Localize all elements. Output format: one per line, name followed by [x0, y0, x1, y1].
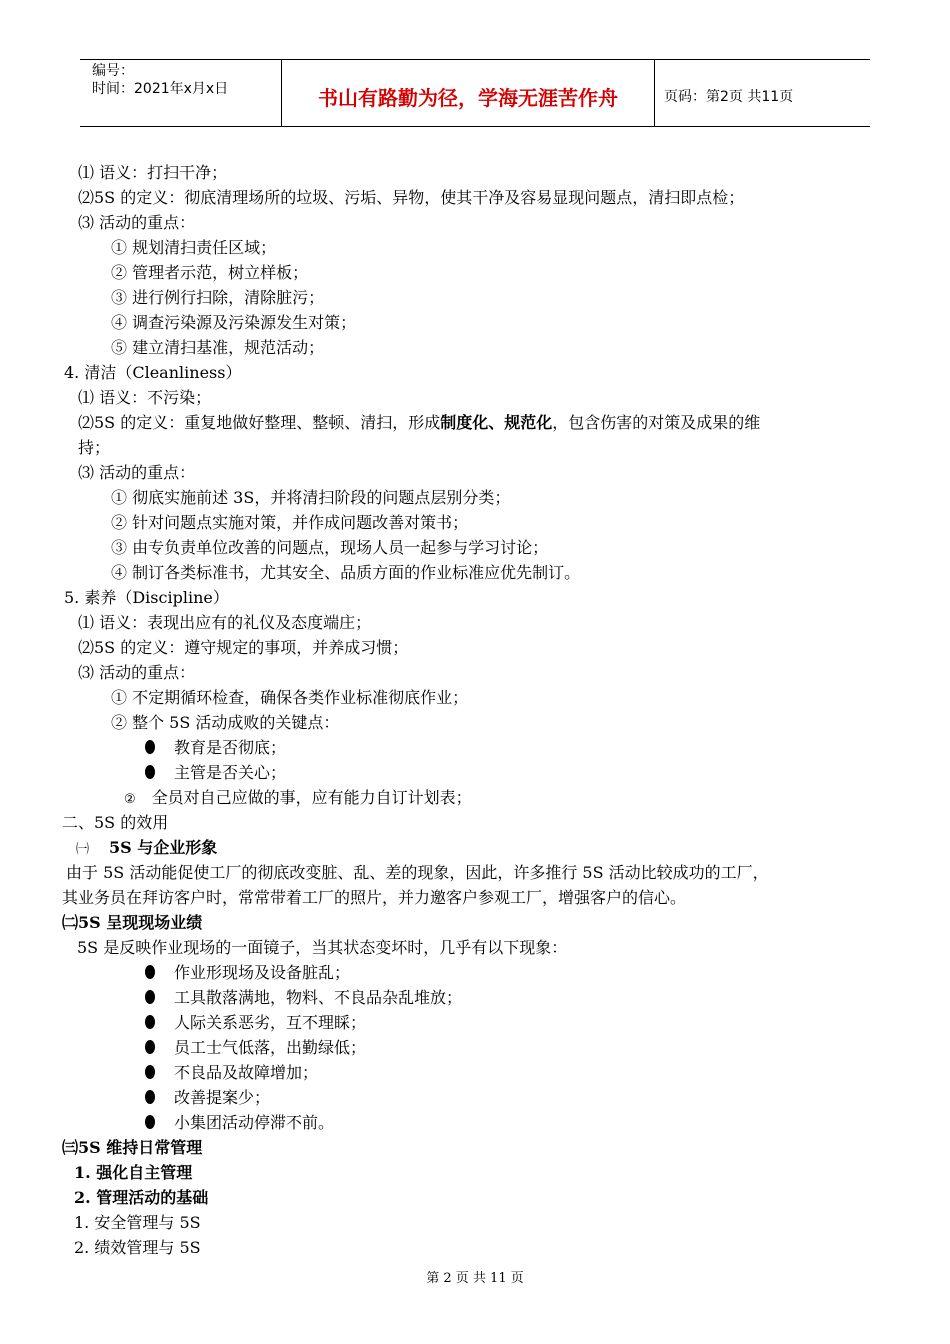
- paragraph-line: 其业务员在拜访客户时，常常带着工厂的照片，并力邀客户参观工厂，增强客户的信心。: [62, 888, 687, 907]
- header-page-info: 页码：第2页 共11页: [664, 89, 794, 105]
- bullet-icon: [145, 1040, 155, 1054]
- bullet-icon: [145, 965, 155, 979]
- list-item: 2. 绩效管理与 5S: [74, 1238, 201, 1257]
- bullet-text: 不良品及故障增加；: [174, 1063, 319, 1082]
- bullet-item: [145, 1110, 334, 1135]
- subsection-heading: ㈢5S 维持日常管理: [62, 1138, 203, 1157]
- text-segment: ，包含伤害的对策及成果的维: [552, 413, 761, 432]
- bullet-text: 人际关系恶劣，互不理睬；: [174, 1013, 367, 1032]
- text-line: ⑶ 活动的重点：: [78, 663, 196, 682]
- section-heading: 4. 清洁（Cleanliness）: [64, 363, 242, 382]
- list-marker: ②: [124, 792, 136, 807]
- list-item: [124, 785, 472, 812]
- header-left-cell: [92, 62, 228, 98]
- text-line: 持；: [78, 438, 111, 457]
- header-bottom-rule: [80, 126, 870, 127]
- bullet-text: 改善提案少；: [174, 1088, 271, 1107]
- text-line: ⑵5S 的定义：彻底清理场所的垃圾、污垢、异物，使其干净及容易显现问题点，清扫即点检；: [78, 188, 745, 207]
- header-motto: 书山有路勤为径，学海无涯苦作舟: [318, 86, 618, 110]
- text-line: ⑶ 活动的重点：: [78, 213, 196, 232]
- page-footer: 第 2 页 共 11 页: [426, 1271, 524, 1286]
- subsection-heading: [76, 835, 217, 862]
- bullet-text: 作业形现场及设备脏乱；: [174, 963, 351, 982]
- document-number-label: 编号：: [92, 63, 134, 79]
- list-item: ② 管理者示范，树立样板；: [111, 263, 309, 282]
- bullet-icon: [145, 990, 155, 1004]
- list-item: ④ 调查污染源及污染源发生对策；: [111, 313, 357, 332]
- text-line: ⑶ 活动的重点：: [78, 463, 196, 482]
- text-line: ⑴ 语义：表现出应有的礼仪及态度端庄；: [78, 613, 372, 632]
- text-line: [78, 410, 760, 435]
- bullet-item: [145, 735, 286, 760]
- bullet-text: 员工士气低落，出勤绿低；: [174, 1038, 367, 1057]
- bullet-item: [145, 1060, 318, 1085]
- bullet-text: 教育是否彻底；: [174, 738, 287, 757]
- subsection-heading: ㈡5S 呈现现场业绩: [62, 913, 203, 932]
- bullet-icon: [145, 1015, 155, 1029]
- bullet-text: 工具散落满地，物料、不良品杂乱堆放；: [174, 988, 463, 1007]
- bullet-item: [145, 1035, 366, 1060]
- bullet-item: [145, 760, 286, 785]
- section-heading: 5. 素养（Discipline）: [64, 588, 229, 607]
- list-item: ① 不定期循环检查，确保各类作业标准彻底作业；: [111, 688, 469, 707]
- header-top-rule: [80, 59, 870, 60]
- text-line: ⑴ 语义：不污染；: [78, 388, 212, 407]
- list-item: ⑤ 建立清扫基准，规范活动；: [111, 338, 325, 357]
- list-item: ② 针对问题点实施对策，并作成问题改善对策书；: [111, 513, 469, 532]
- subsection-title: 5S 与企业形象: [109, 838, 218, 857]
- document-time: 时间：2021年x月x日: [92, 81, 229, 97]
- bullet-icon: [145, 1065, 155, 1079]
- list-item: ③ 进行例行扫除，清除脏污；: [111, 288, 325, 307]
- list-item: ④ 制订各类标准书，尤其安全、品质方面的作业标准应优先制订。: [111, 563, 581, 582]
- bullet-text: 主管是否关心；: [174, 763, 287, 782]
- bullet-item: [145, 985, 462, 1010]
- list-item: ③ 由专负责单位改善的问题点，现场人员一起参与学习讨论；: [111, 538, 549, 557]
- header-divider-right: [654, 59, 655, 127]
- bullet-item: [145, 960, 350, 985]
- bullet-icon: [145, 740, 155, 754]
- text-line: ⑵5S 的定义：遵守规定的事项，并养成习惯；: [78, 638, 409, 657]
- list-item: ① 规划清扫责任区域；: [111, 238, 277, 257]
- bullet-icon: [145, 1115, 155, 1129]
- subsection-marker: ㈠: [76, 842, 90, 857]
- list-item: ① 彻底实施前述 3S，并将清扫阶段的问题点层别分类；: [111, 488, 511, 507]
- chapter-heading: 二、5S 的效用: [62, 813, 169, 832]
- list-item: ② 整个 5S 活动成败的关键点：: [111, 713, 340, 732]
- list-item: 1. 安全管理与 5S: [74, 1213, 201, 1232]
- paragraph-line: 由于 5S 活动能促使工厂的彻底改变脏、乱、差的现象，因此，许多推行 5S 活动比较成功的工厂，: [66, 863, 769, 882]
- text-line: ⑴ 语义：打扫干净；: [78, 163, 228, 182]
- list-text: 全员对自己应做的事，应有能力自订计划表；: [151, 788, 472, 807]
- bullet-text: 小集团活动停滞不前。: [174, 1113, 335, 1132]
- paragraph-line: 5S 是反映作业现场的一面镜子，当其状态变坏时，几乎有以下现象：: [77, 938, 568, 957]
- bullet-item: [145, 1085, 270, 1110]
- bullet-icon: [145, 1090, 155, 1104]
- text-segment: ⑵5S 的定义：重复地做好整理、整顿、清扫，形成: [78, 413, 441, 432]
- list-heading: 1. 强化自主管理: [74, 1163, 193, 1182]
- bold-emphasis: 制度化、规范化: [440, 413, 553, 432]
- bullet-item: [145, 1010, 366, 1035]
- list-heading: 2. 管理活动的基础: [74, 1188, 209, 1207]
- bullet-icon: [145, 765, 155, 779]
